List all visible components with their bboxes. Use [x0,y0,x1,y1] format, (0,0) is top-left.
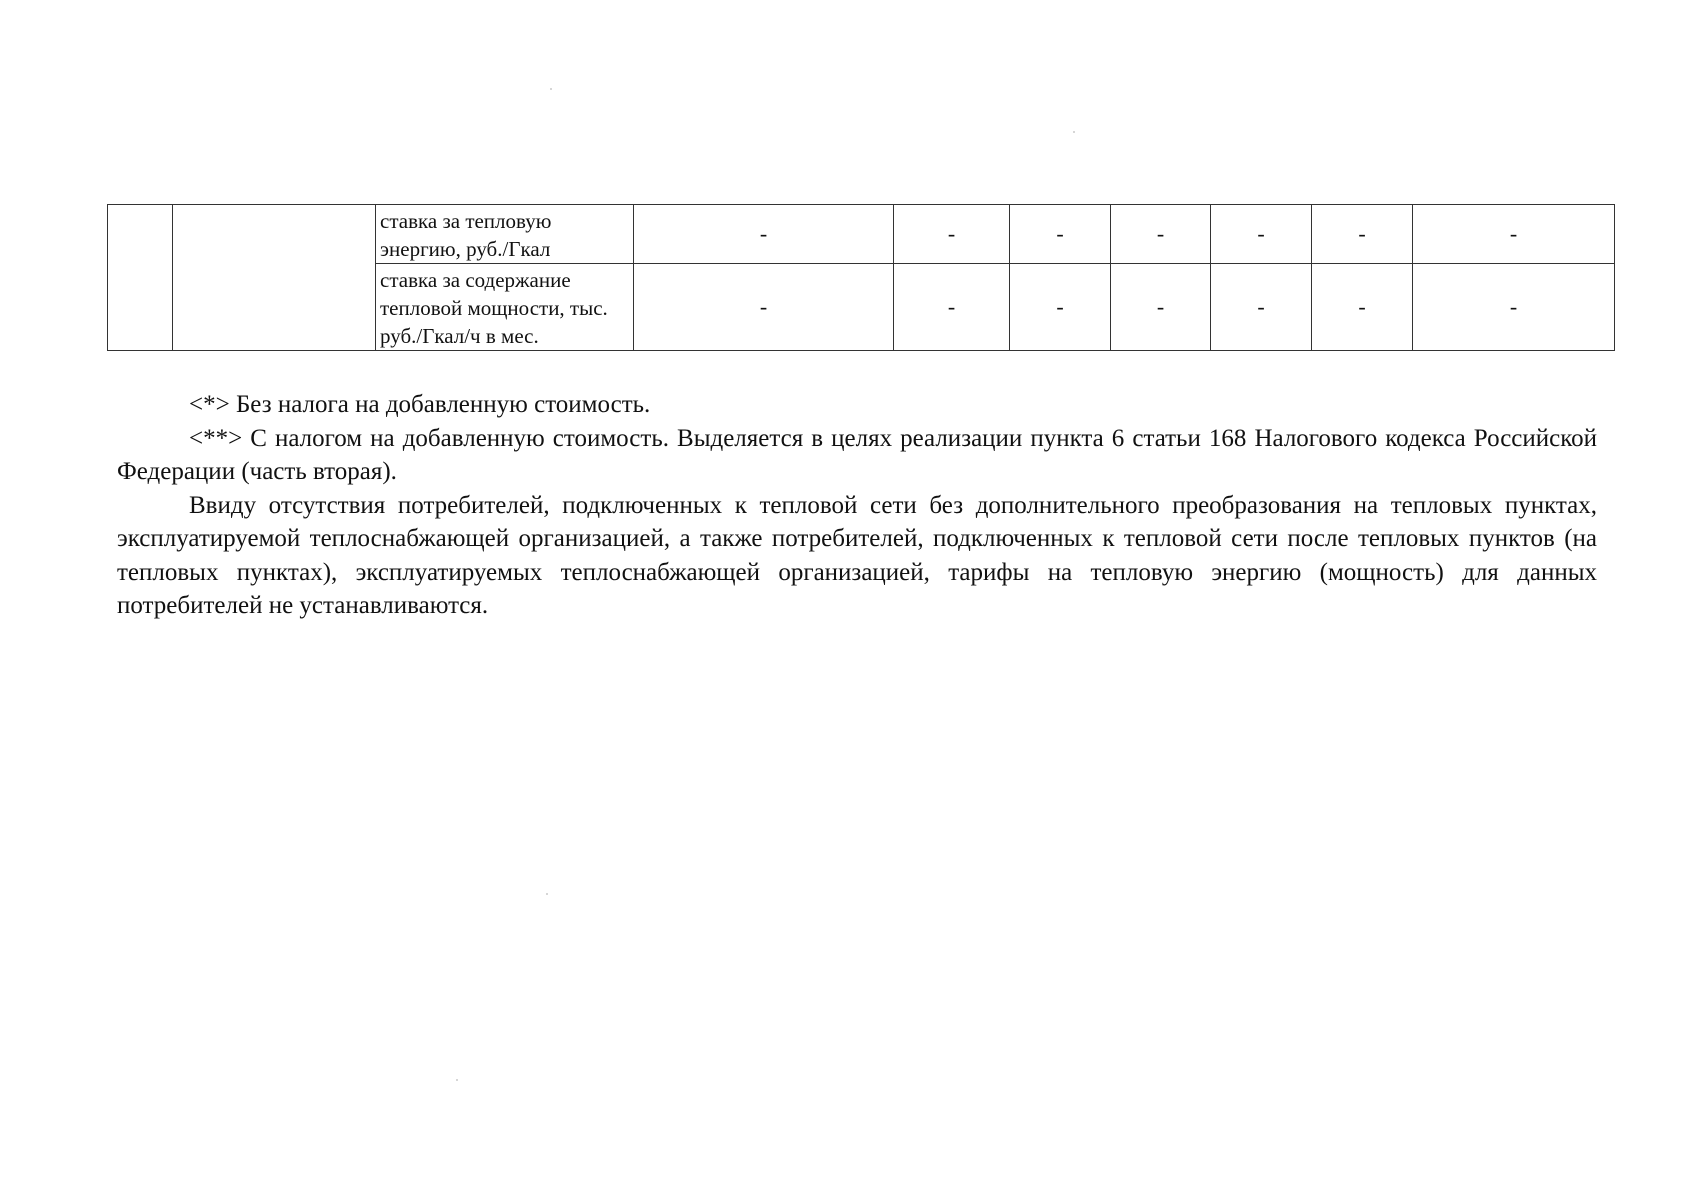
value-cell: - [634,264,894,351]
table-row [108,205,1615,264]
rate-label-cell: ставка за тепловую энергию, руб./Гкал [376,205,634,264]
value-cell: - [894,264,1010,351]
value-cell: - [1312,264,1413,351]
row-number-cell [108,205,173,351]
value-cell: - [1413,205,1615,264]
value-cell: - [1413,264,1615,351]
rate-label-cell: ставка за содержание тепловой мощности, тыс. руб./Гкал/ч в мес. [376,264,634,351]
explanatory-paragraph: Ввиду отсутствия потребителей, подключенных к тепловой сети без дополнительного преобразования на тепловых пунктах, эксплуатируемой теплоснабжающей организацией, а также потребителей, подключенных к тепловой сети после тепловых пунктов (на тепловых пунктах), эксплуатируемых теплоснабжающей организацией, тарифы на тепловую энергию (мощность) для данных потребителей не устанавливаются. [117,491,1597,619]
value-cell: - [1211,264,1312,351]
value-cell: - [1111,205,1211,264]
footnote-vat-included: <**> С налогом на добавленную стоимость. Выделяется в целях реализации пункта 6 статьи 168 Налогового кодекса Российской Федерации (часть вторая). [117,424,1597,485]
value-cell: - [1211,205,1312,264]
value-cell: - [1111,264,1211,351]
scan-speck [1073,131,1075,133]
tariff-table [107,204,1615,351]
organization-cell [173,205,376,351]
value-cell: - [634,205,894,264]
scan-speck [550,88,552,90]
notes-section [117,388,1597,623]
value-cell: - [894,205,1010,264]
value-cell: - [1010,205,1111,264]
scan-speck [546,893,548,895]
footnote-vat-excluded: <*> Без налога на добавленную стоимость. [189,391,651,418]
value-cell: - [1312,205,1413,264]
value-cell: - [1010,264,1111,351]
scan-speck [456,1079,458,1081]
